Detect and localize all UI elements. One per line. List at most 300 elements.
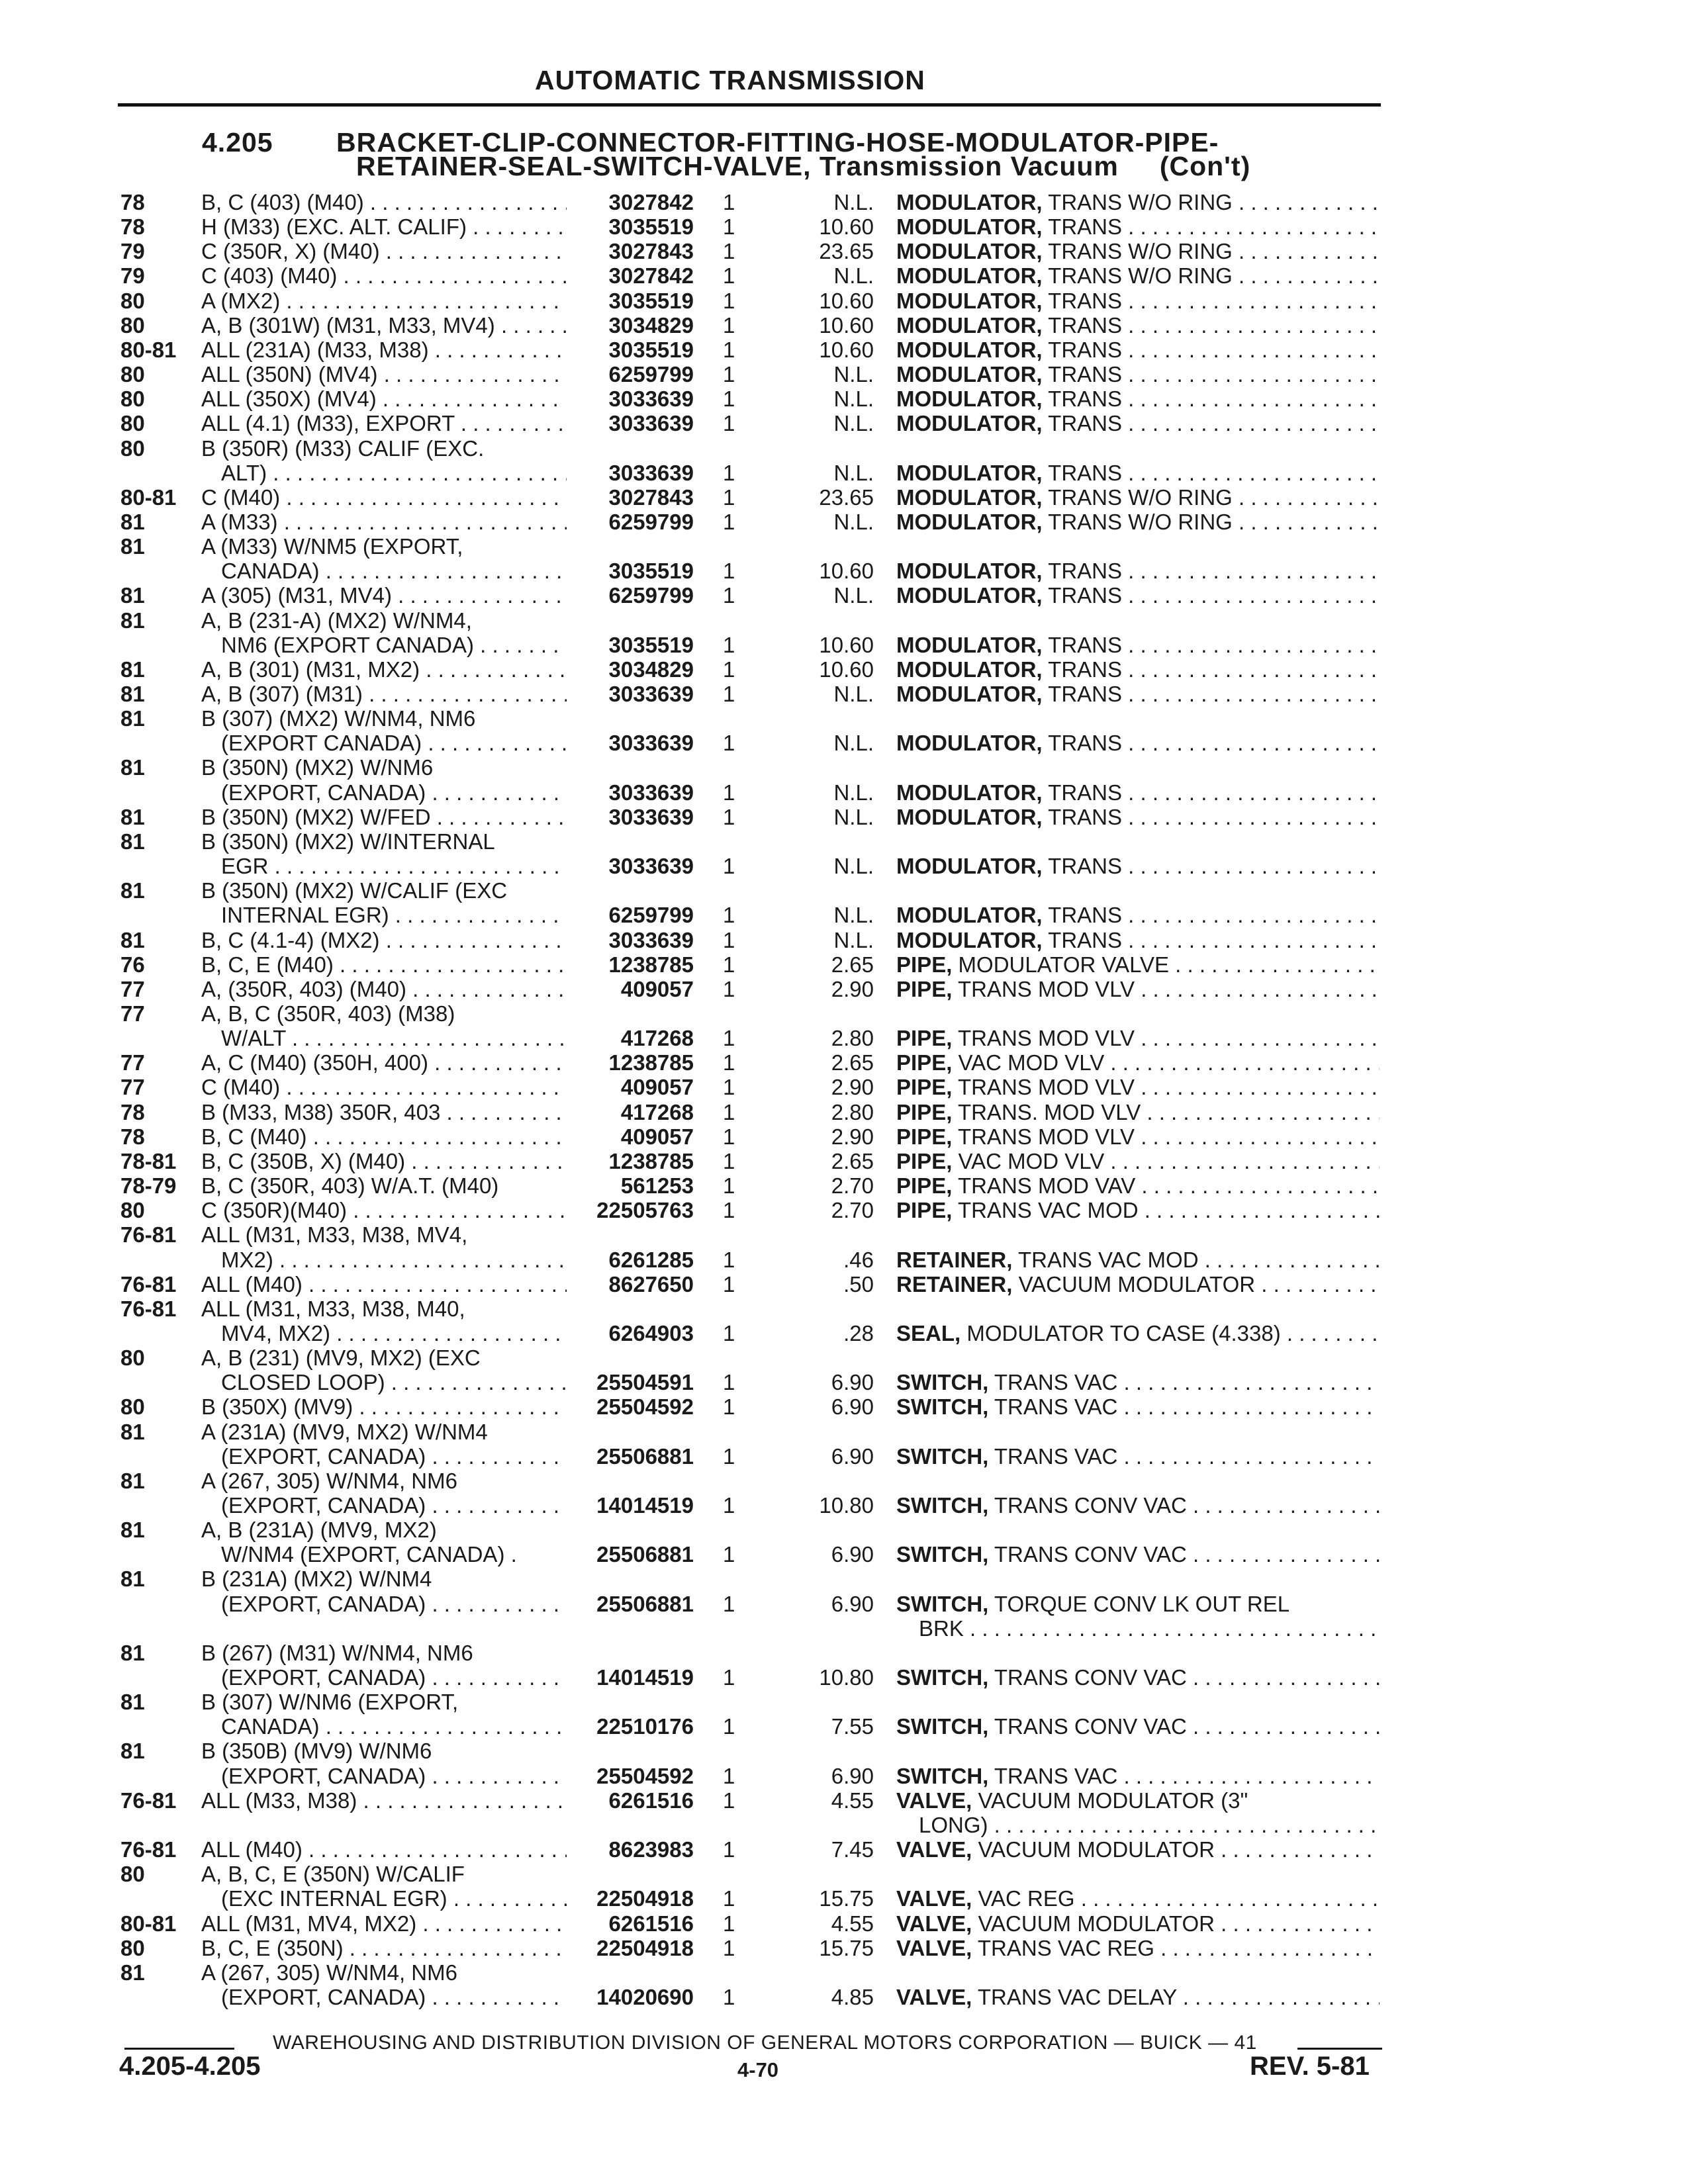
section-title-line1: BRACKET-CLIP-CONNECTOR-FITTING-HOSE-MODULATOR-PIPE- <box>336 127 1219 158</box>
quantity: 1 <box>723 731 735 756</box>
part-number: 3034829 <box>608 312 694 338</box>
quantity: 1 <box>723 387 735 412</box>
description-text: VAC MOD VLV <box>952 1148 1105 1173</box>
description-text: TRANS VAC <box>988 1394 1118 1420</box>
quantity: 1 <box>723 1394 735 1420</box>
description <box>896 510 1380 534</box>
application: EGR . . . <box>221 854 567 878</box>
price: N.L. <box>833 263 874 289</box>
figure-ref: 79 <box>120 263 145 289</box>
description <box>896 1100 1380 1124</box>
description-noun: PIPE, <box>896 1075 953 1100</box>
quantity: 1 <box>723 854 735 878</box>
application: B, C (350R, 403) W/A.T. (M40) <box>201 1173 499 1198</box>
parts-line <box>0 1345 1688 1370</box>
application: INTERNAL EGR) . . . <box>221 903 567 927</box>
price: N.L. <box>833 387 874 412</box>
description-noun: PIPE, <box>896 1026 953 1051</box>
parts-line <box>0 1886 1688 1911</box>
parts-line <box>0 1075 1688 1099</box>
description-noun: MODULATOR, <box>896 411 1043 436</box>
description-noun: MODULATOR, <box>896 927 1043 952</box>
quantity: 1 <box>723 484 735 510</box>
description-noun: MODULATOR, <box>896 510 1043 534</box>
description-text: TRANS CONV VAC <box>988 1492 1187 1518</box>
part-number: 3027842 <box>608 190 694 214</box>
description <box>896 1886 1380 1911</box>
part-number: 3027843 <box>608 239 694 264</box>
description <box>896 1248 1380 1272</box>
figure-ref: 81 <box>120 608 145 633</box>
price: 4.55 <box>831 1911 874 1936</box>
part-number: 6259799 <box>608 362 694 387</box>
description-text: TORQUE CONV LK OUT REL <box>988 1591 1290 1616</box>
parts-line <box>0 1788 1688 1813</box>
description <box>896 1173 1380 1198</box>
price: 10.60 <box>819 559 874 584</box>
description <box>896 239 1380 263</box>
figure-ref: 81 <box>120 804 145 829</box>
part-number: 14014519 <box>596 1665 694 1690</box>
price: 10.80 <box>819 1665 874 1690</box>
parts-line <box>0 387 1688 411</box>
description-noun: MODULATOR, <box>896 387 1043 412</box>
part-number: 409057 <box>620 1124 694 1149</box>
application: (EXPORT, CANADA) . . . <box>221 1985 567 2009</box>
parts-line <box>0 1641 1688 1665</box>
description <box>896 1592 1380 1616</box>
quantity: 1 <box>723 927 735 952</box>
part-number: 6261516 <box>608 1911 694 1936</box>
application: B (231A) (MX2) W/NM4 <box>201 1567 432 1592</box>
quantity: 1 <box>723 1763 735 1788</box>
application: ALT) . . . <box>221 461 567 485</box>
description-noun: MODULATOR, <box>896 583 1043 608</box>
price: 2.90 <box>831 1124 874 1149</box>
description-noun: PIPE, <box>896 952 953 977</box>
description-noun: MODULATOR, <box>896 731 1043 756</box>
figure-ref: 78 <box>120 1099 145 1124</box>
application: A (231A) (MV9, MX2) W/NM4 <box>201 1419 488 1444</box>
figure-ref: 81 <box>120 1518 145 1543</box>
description-noun: SWITCH, <box>896 1370 989 1395</box>
part-number: 3035519 <box>608 632 694 657</box>
application: A, (350R, 403) (M40) . . . <box>201 977 567 1001</box>
part-number: 3033639 <box>608 804 694 829</box>
application: NM6 (EXPORT CANADA) . . . <box>221 633 567 657</box>
price: 2.80 <box>831 1026 874 1051</box>
price: N.L. <box>833 854 874 878</box>
parts-line <box>0 829 1688 854</box>
price: 4.55 <box>831 1788 874 1813</box>
figure-ref: 81 <box>120 682 145 706</box>
description-text: MODULATOR VALVE <box>952 952 1170 977</box>
price: .28 <box>843 1320 874 1345</box>
description-text: TRANS <box>1042 780 1123 805</box>
application: A, B (301) (M31, MX2) . . . <box>201 657 567 682</box>
description-text: TRANS VAC <box>988 1763 1118 1788</box>
description-noun: PIPE, <box>896 1050 953 1075</box>
quantity: 1 <box>723 1198 735 1223</box>
description-noun: SWITCH, <box>896 1714 989 1739</box>
part-number: 14014519 <box>596 1492 694 1518</box>
description-text: TRANS <box>1042 362 1123 387</box>
figure-ref: 81 <box>120 1419 145 1444</box>
part-number: 25504591 <box>596 1370 694 1395</box>
description-text: TRANS CONV VAC <box>988 1542 1187 1567</box>
application: ALL (M40) . . . <box>201 1272 567 1297</box>
quantity: 1 <box>723 1886 735 1911</box>
description <box>896 1764 1380 1788</box>
application: A, B (231A) (MV9, MX2) <box>201 1518 437 1543</box>
description <box>896 289 1380 313</box>
application: (EXPORT, CANADA) . . . <box>221 1764 567 1788</box>
footer-section-range: 4.205-4.205 <box>119 2052 261 2081</box>
parts-line <box>0 1321 1688 1345</box>
figure-ref: 81 <box>120 829 145 854</box>
price: 6.90 <box>831 1443 874 1469</box>
description <box>896 1444 1380 1469</box>
description <box>896 411 1380 435</box>
application: (EXPORT, CANADA) . . . <box>221 1493 567 1518</box>
quantity: 1 <box>723 1911 735 1936</box>
part-number: 25506881 <box>596 1443 694 1469</box>
description <box>896 1026 1380 1050</box>
description-text: TRANS W/O RING <box>1042 239 1233 264</box>
description-text: TRANS <box>1042 460 1123 485</box>
parts-line <box>0 485 1688 510</box>
part-number: 6259799 <box>608 903 694 928</box>
parts-line <box>0 1026 1688 1050</box>
part-number: 6261285 <box>608 1247 694 1272</box>
description <box>896 338 1380 362</box>
application: (EXPORT, CANADA) . . . <box>221 1592 567 1616</box>
figure-ref: 80 <box>120 312 145 338</box>
footer-rule-left <box>124 2048 234 2050</box>
description-noun: MODULATOR, <box>896 632 1043 657</box>
application: W/NM4 (EXPORT, CANADA) . <box>221 1542 517 1567</box>
description-text: TRANS VAC MOD <box>952 1198 1139 1223</box>
quantity: 1 <box>723 1443 735 1469</box>
description <box>896 559 1380 583</box>
part-number: 8623983 <box>608 1837 694 1862</box>
parts-line <box>0 1813 1688 1837</box>
figure-ref: 77 <box>120 1075 145 1100</box>
description <box>896 1493 1380 1518</box>
part-number: 3035519 <box>608 559 694 584</box>
section-title-line2: RETAINER-SEAL-SWITCH-VALVE, Transmission Vacuum (Con't) <box>356 151 1251 181</box>
description <box>896 461 1380 485</box>
figure-ref: 81 <box>120 1640 145 1665</box>
application: B (350N) (MX2) W/NM6 <box>201 755 434 780</box>
quantity: 1 <box>723 337 735 362</box>
part-number: 3034829 <box>608 657 694 682</box>
parts-line <box>0 977 1688 1001</box>
part-number: 3035519 <box>608 214 694 240</box>
description <box>896 682 1380 706</box>
description-text: TRANS W/O RING <box>1042 263 1233 289</box>
parts-line <box>0 1394 1688 1419</box>
description <box>896 731 1380 755</box>
description-noun: VALVE, <box>896 1984 972 2009</box>
parts-line <box>0 805 1688 829</box>
price: 2.65 <box>831 1148 874 1173</box>
part-number: 1238785 <box>608 1148 694 1173</box>
description <box>896 903 1380 927</box>
description <box>896 1985 1380 2009</box>
parts-line <box>0 1592 1688 1616</box>
parts-line <box>0 1444 1688 1469</box>
figure-ref: 76 <box>120 952 145 977</box>
part-number: 3027843 <box>608 484 694 510</box>
description-noun: MODULATOR, <box>896 214 1043 240</box>
parts-line <box>0 214 1688 239</box>
parts-line <box>0 263 1688 288</box>
description-noun: SEAL, <box>896 1320 961 1345</box>
quantity: 1 <box>723 1542 735 1567</box>
price: N.L. <box>833 362 874 387</box>
quantity: 1 <box>723 559 735 584</box>
quantity: 1 <box>723 312 735 338</box>
figure-ref: 81 <box>120 755 145 780</box>
description-text: TRANS VAC DELAY <box>972 1984 1177 2009</box>
description-noun: MODULATOR, <box>896 484 1043 510</box>
price: 6.90 <box>831 1370 874 1395</box>
price: N.L. <box>833 460 874 485</box>
application: ALL (M33, M38) . . . <box>201 1788 567 1813</box>
part-number: 3033639 <box>608 731 694 756</box>
price: 4.85 <box>831 1984 874 2009</box>
price: 23.65 <box>819 239 874 264</box>
description <box>896 1714 1380 1739</box>
quantity: 1 <box>723 903 735 928</box>
application: ALL (4.1) (M33), EXPORT . . . <box>201 411 567 435</box>
description-text: TRANS <box>1042 854 1123 878</box>
figure-ref: 78-81 <box>120 1148 177 1173</box>
price: .46 <box>843 1247 874 1272</box>
description <box>919 1616 1380 1641</box>
application: B (350N) (MX2) W/CALIF (EXC <box>201 878 508 903</box>
description-noun: RETAINER, <box>896 1247 1013 1272</box>
price: 6.90 <box>831 1542 874 1567</box>
quantity: 1 <box>723 976 735 1001</box>
quantity: 1 <box>723 583 735 608</box>
application: B (307) W/NM6 (EXPORT, <box>201 1690 459 1715</box>
part-number: 3033639 <box>608 854 694 878</box>
description <box>896 805 1380 829</box>
quantity: 1 <box>723 952 735 977</box>
description-text: TRANS <box>1042 559 1123 584</box>
application: A, B (231-A) (MX2) W/NM4, <box>201 608 472 633</box>
figure-ref: 81 <box>120 510 145 534</box>
description-text: TRANS <box>1042 312 1123 338</box>
application: B, C (M40) . . . <box>201 1124 567 1149</box>
application: ALL (350N) (MV4) . . . <box>201 362 567 387</box>
footer-page-number: 4-70 <box>737 2058 779 2081</box>
description-noun: MODULATOR, <box>896 190 1043 214</box>
parts-line <box>0 1493 1688 1518</box>
description-text: TRANS <box>1042 927 1123 952</box>
figure-ref: 80-81 <box>120 337 177 362</box>
description-noun: SWITCH, <box>896 1492 989 1518</box>
application: CANADA) . . . <box>221 1714 567 1739</box>
description-noun: MODULATOR, <box>896 682 1043 706</box>
description-noun: SWITCH, <box>896 1394 989 1420</box>
quantity: 1 <box>723 804 735 829</box>
quantity: 1 <box>723 1665 735 1690</box>
description <box>896 485 1380 510</box>
description <box>896 387 1380 411</box>
part-number: 3033639 <box>608 927 694 952</box>
description-text: BRK <box>919 1615 964 1641</box>
price: 7.45 <box>831 1837 874 1862</box>
parts-line <box>0 633 1688 657</box>
application: B (M33, M38) 350R, 403 . . . <box>201 1100 567 1124</box>
quantity: 1 <box>723 460 735 485</box>
price: 10.60 <box>819 312 874 338</box>
parts-line <box>0 1173 1688 1198</box>
description-noun: MODULATOR, <box>896 362 1043 387</box>
application: A, B (231) (MV9, MX2) (EXC <box>201 1345 481 1370</box>
quantity: 1 <box>723 1075 735 1100</box>
application: C (403) (M40) . . . <box>201 263 567 288</box>
description <box>896 583 1380 608</box>
application: B (350N) (MX2) W/INTERNAL <box>201 829 495 854</box>
figure-ref: 80 <box>120 411 145 436</box>
description-text: VACUUM MODULATOR <box>972 1911 1215 1936</box>
quantity: 1 <box>723 510 735 534</box>
description <box>896 1542 1380 1567</box>
quantity: 1 <box>723 190 735 214</box>
parts-line <box>0 362 1688 387</box>
description <box>896 1075 1380 1099</box>
price: 2.65 <box>831 952 874 977</box>
part-number: 561253 <box>620 1173 694 1198</box>
description-text: TRANS <box>1042 903 1123 928</box>
description <box>896 1124 1380 1149</box>
part-number: 6259799 <box>608 510 694 534</box>
part-number: 3035519 <box>608 337 694 362</box>
description-text: TRANS MOD VLV <box>952 1124 1135 1149</box>
part-number: 417268 <box>620 1099 694 1124</box>
parts-line <box>0 411 1688 435</box>
price: 2.70 <box>831 1198 874 1223</box>
part-number: 3035519 <box>608 288 694 313</box>
parts-line <box>0 854 1688 878</box>
figure-ref: 80 <box>120 1198 145 1223</box>
description-text: TRANS <box>1042 387 1123 412</box>
application: (EXPORT, CANADA) . . . <box>221 780 567 805</box>
price: 15.75 <box>819 1935 874 1960</box>
price: N.L. <box>833 804 874 829</box>
parts-line <box>0 1936 1688 1960</box>
figure-ref: 76-81 <box>120 1222 177 1248</box>
quantity: 1 <box>723 1984 735 2009</box>
description-text: TRANS VAC REG <box>972 1935 1154 1960</box>
description <box>896 928 1380 952</box>
part-number: 3027842 <box>608 263 694 289</box>
description-text: TRANS <box>1042 682 1123 706</box>
description-text: TRANS <box>1042 337 1123 362</box>
figure-ref: 78 <box>120 214 145 240</box>
parts-line <box>0 1248 1688 1272</box>
figure-ref: 81 <box>120 1567 145 1592</box>
quantity: 1 <box>723 657 735 682</box>
description-text: TRANS <box>1042 411 1123 436</box>
figure-ref: 80 <box>120 387 145 412</box>
application: ALL (231A) (M33, M38) . . . <box>201 338 567 362</box>
part-number: 25506881 <box>596 1591 694 1616</box>
header-title: AUTOMATIC TRANSMISSION <box>535 65 925 95</box>
description-noun: MODULATOR, <box>896 337 1043 362</box>
price: N.L. <box>833 927 874 952</box>
description-text: TRANS VAC <box>988 1370 1118 1395</box>
description <box>896 854 1380 878</box>
description <box>896 1272 1380 1297</box>
parts-line <box>0 436 1688 461</box>
description-text: TRANS <box>1042 731 1123 756</box>
figure-ref: 81 <box>120 927 145 952</box>
parts-line <box>0 1665 1688 1690</box>
quantity: 1 <box>723 1099 735 1124</box>
description-text: MODULATOR TO CASE (4.338) <box>961 1320 1281 1345</box>
application: B, C (403) (M40) . . . <box>201 190 567 214</box>
parts-line <box>0 706 1688 731</box>
application: A, C (M40) (350H, 400) . . . <box>201 1050 567 1075</box>
quantity: 1 <box>723 214 735 240</box>
application: B (350B) (MV9) W/NM6 <box>201 1739 432 1764</box>
description <box>896 263 1380 288</box>
figure-ref: 80 <box>120 1345 145 1370</box>
description-noun: RETAINER, <box>896 1271 1013 1297</box>
application: B (350R) (M33) CALIF (EXC. <box>201 435 485 461</box>
parts-line <box>0 1124 1688 1149</box>
description-text: TRANS <box>1042 657 1123 682</box>
description <box>896 977 1380 1001</box>
parts-line <box>0 559 1688 583</box>
application: C (350R)(M40) . . . <box>201 1198 567 1222</box>
price: 23.65 <box>819 484 874 510</box>
parts-line <box>0 1616 1688 1641</box>
description <box>896 362 1380 387</box>
quantity: 1 <box>723 1173 735 1198</box>
parts-line <box>0 928 1688 952</box>
description-noun: PIPE, <box>896 1198 953 1223</box>
description-noun: MODULATOR, <box>896 288 1043 313</box>
description <box>896 633 1380 657</box>
application: CANADA) . . . <box>221 559 567 583</box>
application: A, B (301W) (M31, M33, MV4) . . . <box>201 313 567 338</box>
application: B (350N) (MX2) W/FED . . . <box>201 805 567 829</box>
figure-ref: 78 <box>120 1124 145 1149</box>
price: 2.80 <box>831 1099 874 1124</box>
description-text: VACUUM MODULATOR (3" <box>972 1788 1248 1813</box>
figure-ref: 80 <box>120 435 145 461</box>
part-number: 3033639 <box>608 387 694 412</box>
parts-line <box>0 239 1688 263</box>
parts-line <box>0 1198 1688 1222</box>
part-number: 8627650 <box>608 1271 694 1297</box>
parts-line <box>0 1764 1688 1788</box>
figure-ref: 80 <box>120 1935 145 1960</box>
description-noun: MODULATOR, <box>896 780 1043 805</box>
price: 10.60 <box>819 657 874 682</box>
description <box>896 1394 1380 1419</box>
description-text: TRANS CONV VAC <box>988 1665 1187 1690</box>
footer-rule-right <box>1297 2048 1382 2050</box>
description-noun: VALVE, <box>896 1837 972 1862</box>
application: (EXC INTERNAL EGR) . . . <box>221 1886 567 1911</box>
